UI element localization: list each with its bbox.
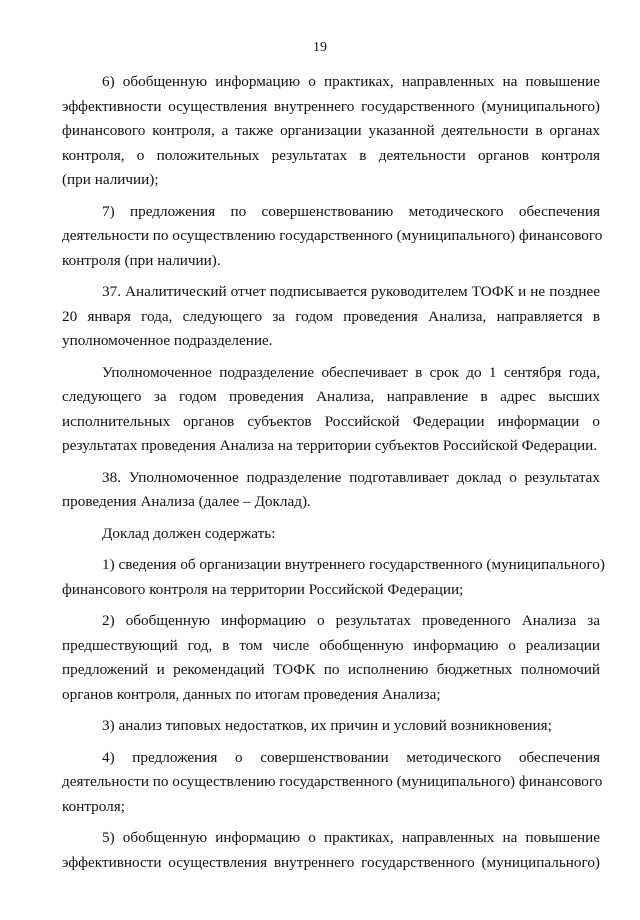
- text-line: деятельности по осуществлению государственного (муниципального) финансового: [62, 227, 603, 244]
- paragraph: [62, 714, 600, 739]
- text-line: 20 января года, следующего за годом проведения Анализа, направляется в: [62, 307, 600, 325]
- text-line: 6) обобщенную информацию о практиках, направленных на повышение: [102, 73, 600, 90]
- text-line: Уполномоченное подразделение обеспечивает в срок до 1 сентября года,: [102, 363, 600, 381]
- text-line: органов контроля, данных по итогам проведения Анализа;: [62, 685, 441, 703]
- text-line: финансового контроля, а также организации указанной деятельности в органах: [62, 122, 600, 139]
- text-line: эффективности осуществления внутреннего государственного (муниципального): [62, 97, 600, 115]
- paragraph: [62, 746, 603, 820]
- text-line: результатах проведения Анализа на территории субъектов Российской Федерации.: [62, 437, 598, 454]
- text-line: контроля (при наличии).: [62, 251, 221, 269]
- text-line: 37. Аналитический отчет подписывается руководителем ТОФК и не позднее: [102, 283, 600, 300]
- text-line: деятельности по осуществлению государственного (муниципального) финансового: [62, 773, 603, 790]
- paragraph: [62, 280, 600, 354]
- text-line: контроля, о положительных результатах в деятельности органов контроля: [62, 146, 600, 164]
- text-line: эффективности осуществления внутреннего государственного (муниципального): [62, 853, 600, 871]
- paragraph: [62, 466, 600, 515]
- text-line: исполнительных органов субъектов Российской Федерации информации о: [62, 412, 600, 430]
- text-line: контроля;: [62, 797, 125, 815]
- text-line: 5) обобщенную информацию о практиках, направленных на повышение: [102, 829, 600, 846]
- text-line: 7) предложения по совершенствованию методического обеспечения: [102, 202, 600, 220]
- text-line: предшествующий год, в том числе обобщенную информацию о реализации: [62, 636, 600, 654]
- text-line: 38. Уполномоченное подразделение подготавливает доклад о результатах: [102, 468, 600, 486]
- paragraph: [62, 826, 600, 875]
- paragraph: [62, 361, 600, 459]
- text-line: Доклад должен содержать:: [102, 524, 276, 542]
- text-line: финансового контроля на территории Российской Федерации;: [62, 580, 464, 598]
- paragraph: [62, 522, 600, 547]
- text-line: следующего за годом проведения Анализа, направление в адрес высших: [62, 388, 600, 405]
- paragraph: [62, 553, 605, 602]
- text-line: 2) обобщенную информацию о результатах проведенного Анализа за: [102, 612, 600, 629]
- document-body: [62, 70, 605, 882]
- page-number: 19: [313, 40, 327, 55]
- text-line: 4) предложения о совершенствовании методического обеспечения: [102, 748, 600, 766]
- text-line: (при наличии);: [62, 171, 159, 188]
- paragraph: [62, 609, 600, 707]
- paragraph: [62, 70, 600, 193]
- paragraph: [62, 200, 603, 274]
- text-line: уполномоченное подразделение.: [62, 332, 273, 349]
- text-line: 3) анализ типовых недостатков, их причин и условий возникновения;: [102, 717, 552, 734]
- text-line: предложений и рекомендаций ТОФК по исполнению бюджетных полномочий: [62, 661, 600, 678]
- text-line: проведения Анализа (далее – Доклад).: [62, 493, 311, 510]
- text-line: 1) сведения об организации внутреннего государственного (муниципального): [102, 556, 605, 573]
